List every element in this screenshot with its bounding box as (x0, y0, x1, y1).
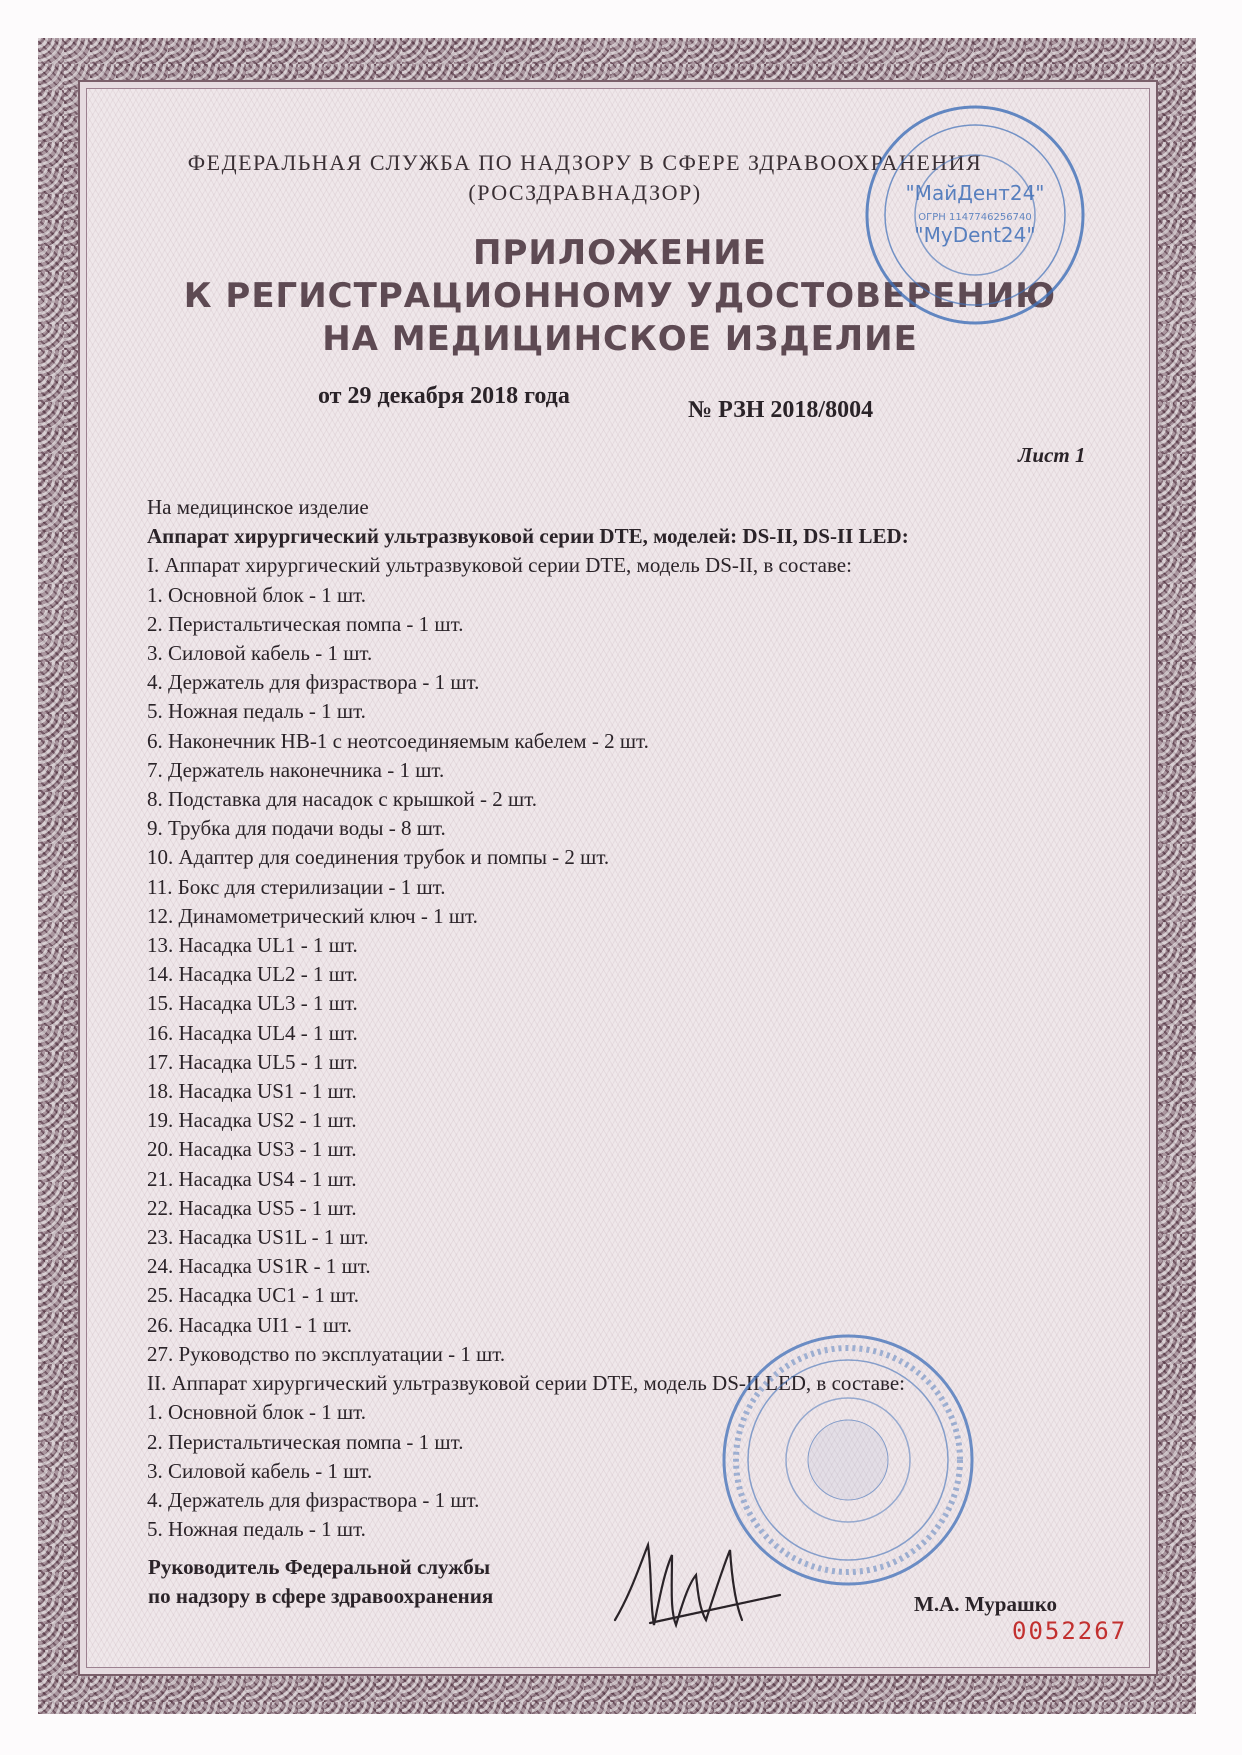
title-line-1: ПРИЛОЖЕНИЕ (473, 233, 767, 273)
agency-name: ФЕДЕРАЛЬНАЯ СЛУЖБА ПО НАДЗОРУ В СФЕРЕ ЗДРАВООХРАНЕНИЯ (187, 150, 983, 175)
registration-number: № РЗН 2018/8004 (688, 397, 874, 423)
section-1-item: 13. Насадка UL1 - 1 шт. (147, 933, 358, 958)
section-1-item: 4. Держатель для физраствора - 1 шт. (147, 670, 480, 695)
serial-number: 0052267 (1012, 1617, 1128, 1645)
section-1-item: 19. Насадка US2 - 1 шт. (147, 1108, 357, 1133)
section-2-item: 5. Ножная педаль - 1 шт. (147, 1517, 366, 1542)
section-1-item: 17. Насадка UL5 - 1 шт. (147, 1049, 358, 1074)
section-1-item: 26. Насадка UI1 - 1 шт. (147, 1312, 352, 1337)
section-1-item: 22. Насадка US5 - 1 шт. (147, 1195, 357, 1220)
stamp-ogrn: ОГРН 1147746256740 (918, 212, 1032, 223)
section-2-item: 2. Перистальтическая помпа - 1 шт. (147, 1429, 464, 1454)
section-1-item: 14. Насадка UL2 - 1 шт. (147, 962, 358, 987)
section-1-item: 27. Руководство по эксплуатации - 1 шт. (147, 1341, 506, 1366)
section-1-heading: I. Аппарат хирургический ультразвуковой серии DTE, модель DS-II, в составе: (147, 553, 852, 578)
section-1-item: 18. Насадка US1 - 1 шт. (147, 1079, 357, 1104)
title-line-3: НА МЕДИЦИНСКОЕ ИЗДЕЛИЕ (322, 319, 918, 359)
section-1-item: 11. Бокс для стерилизации - 1 шт. (147, 874, 446, 899)
signature (610, 1525, 810, 1635)
section-1-item: 10. Адаптер для соединения трубок и помпы - 2 шт. (147, 845, 610, 870)
section-1-item: 1. Основной блок - 1 шт. (147, 582, 366, 607)
section-2-item: 1. Основной блок - 1 шт. (147, 1400, 366, 1425)
section-1-list (147, 581, 1107, 1369)
section-1-item: 9. Трубка для подачи воды - 8 шт. (147, 816, 446, 841)
section-1-item: 23. Насадка US1L - 1 шт. (147, 1225, 369, 1250)
section-1-item: 24. Насадка US1R - 1 шт. (147, 1254, 371, 1279)
device-name: Аппарат хирургический ультразвуковой серии DTE, моделей: DS-II, DS-II LED: (147, 524, 909, 549)
section-1-item: 3. Силовой кабель - 1 шт. (147, 641, 373, 666)
section-1-item: 12. Динамометрический ключ - 1 шт. (147, 903, 478, 928)
company-stamp (860, 100, 1090, 330)
agency-abbreviation: (РОСЗДРАВНАДЗОР) (468, 180, 702, 205)
section-1-item: 20. Насадка US3 - 1 шт. (147, 1137, 357, 1162)
intro-line: На медицинское изделие (147, 495, 369, 519)
signatory-title-line-1: Руководитель Федеральной службы (148, 1555, 491, 1579)
title-line-2: К РЕГИСТРАЦИОННОМУ УДОСТОВЕРЕНИЮ (183, 276, 1057, 316)
section-1-item: 7. Держатель наконечника - 1 шт. (147, 757, 445, 782)
signatory-title (148, 1553, 493, 1611)
section-2-item: 4. Держатель для физраствора - 1 шт. (147, 1487, 480, 1512)
section-1-item: 15. Насадка UL3 - 1 шт. (147, 991, 358, 1016)
stamp-name-en: "MyDent24" (914, 223, 1036, 247)
section-1-item: 16. Насадка UL4 - 1 шт. (147, 1020, 358, 1045)
sheet-number: Лист 1 (1018, 443, 1086, 467)
signatory-name: М.А. Мурашко (914, 1592, 1058, 1616)
section-1-item: 5. Ножная педаль - 1 шт. (147, 699, 366, 724)
section-1-item: 8. Подставка для насадок с крышкой - 2 шт. (147, 787, 538, 812)
section-1-item: 25. Насадка UC1 - 1 шт. (147, 1283, 359, 1308)
section-1-item: 6. Наконечник HB-1 с неотсоединяемым кабелем - 2 шт. (147, 728, 649, 753)
section-1-item: 2. Перистальтическая помпа - 1 шт. (147, 611, 464, 636)
signatory-title-line-2: по надзору в сфере здравоохранения (148, 1584, 494, 1608)
section-1-item: 21. Насадка US4 - 1 шт. (147, 1166, 357, 1191)
issue-date: от 29 декабря 2018 года (318, 383, 570, 409)
section-2-item: 3. Силовой кабель - 1 шт. (147, 1458, 373, 1483)
section-2-heading: II. Аппарат хирургический ультразвуковой серии DTE, модель DS-II LED, в составе: (147, 1371, 905, 1396)
stamp-name-ru: "МайДент24" (905, 181, 1045, 205)
